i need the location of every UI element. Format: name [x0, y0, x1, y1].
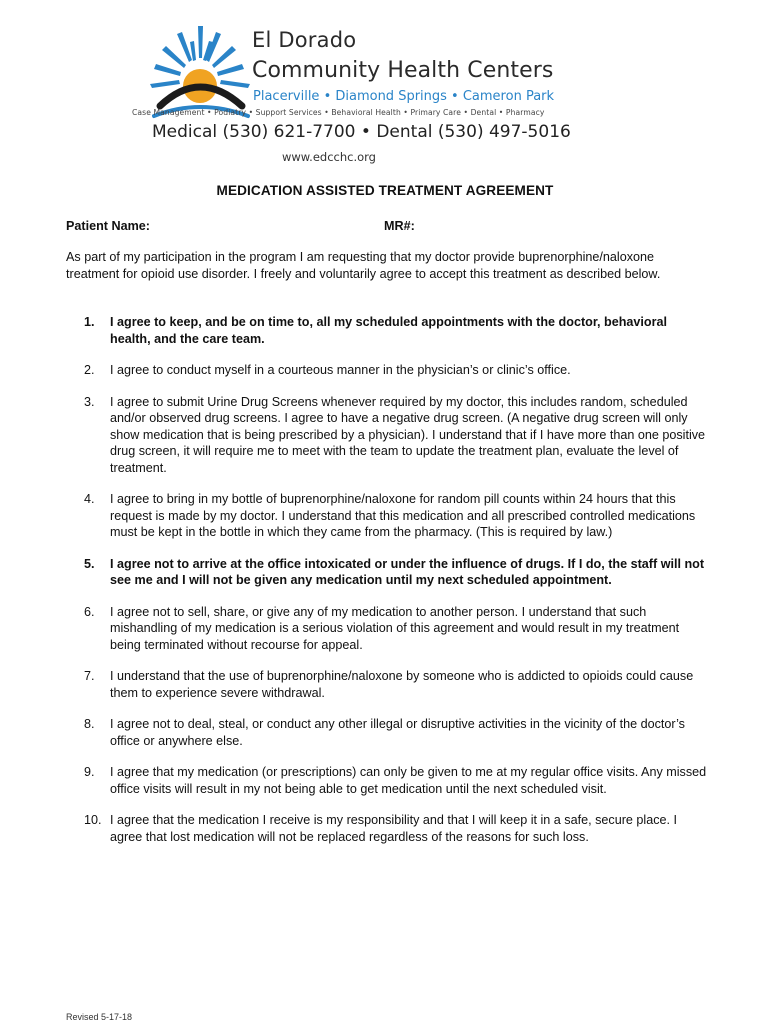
list-item — [66, 716, 708, 749]
agreement-terms-list — [66, 314, 708, 845]
org-locations: Placerville • Diamond Springs • Cameron Park — [253, 89, 555, 104]
item-text: I agree to submit Urine Drug Screens whenever required by my doctor, this includes random, scheduled and/or observed drug screens. I agree to have a negative drug screen. (A negative drug screen will only show medication that is being prescribed by a physician). I understand that if I have more than one positive drug screen, it will require me to meet with the team to update the treatment plan, evaluate the level of treatment. — [110, 394, 706, 475]
list-item — [66, 394, 708, 477]
item-text: I agree not to deal, steal, or conduct any other illegal or disruptive activities in the vicinity of the doctor’s office or anywhere else. — [110, 717, 685, 748]
list-item — [66, 556, 708, 589]
item-text: I agree not to sell, share, or give any of my medication to another person. I understand that such mishandling of my medication is a serious violation of this agreement and would result in my treatment being terminated without recourse for appeal. — [110, 604, 680, 652]
intro-paragraph: As part of my participation in the program I am requesting that my doctor provide buprenorphine/naloxone treatment for opioid use disorder. I freely and voluntarily agree to accept this treatment as described below. — [66, 250, 661, 281]
sun-logo-icon — [146, 24, 256, 119]
item-number: 1. — [84, 315, 95, 329]
list-item — [66, 491, 708, 541]
item-text: I agree to bring in my bottle of buprenorphine/naloxone for random pill counts within 24 hours that this request is made by my doctor. I understand that this medication and all prescribed controlled medications must be kept in the bottle in which they came from the pharmacy. (This is required by law.) — [110, 492, 696, 539]
revision-footer: Revised 5-17-18 — [66, 1012, 133, 1022]
item-number: 2. — [84, 363, 95, 377]
list-item — [66, 604, 708, 654]
org-name-line1: El Dorado — [252, 28, 357, 52]
item-number: 10. — [84, 813, 102, 827]
item-number: 3. — [84, 394, 95, 409]
item-number: 4. — [84, 492, 95, 506]
item-number: 9. — [84, 765, 95, 779]
org-website: www.edcchc.org — [282, 150, 376, 164]
item-number: 6. — [84, 604, 95, 619]
list-item — [66, 314, 708, 347]
list-item — [66, 812, 708, 845]
item-number: 8. — [84, 717, 95, 731]
item-number: 5. — [84, 556, 95, 571]
item-text: I agree not to arrive at the office intoxicated or under the influence of drugs. If I do, the staff will not see me and I will not be given any medication until my next scheduled appointment. — [110, 556, 705, 587]
list-item — [66, 764, 708, 797]
list-item — [66, 668, 708, 701]
item-text: I agree that the medication I receive is my responsibility and that I will keep it in a safe, secure place. I agree that lost medication will not be replaced regardless of the reasons for such loss. — [110, 813, 678, 844]
org-services: Case Management • Podiatry • Support Services • Behavioral Health • Primary Care • Dental • Pharmacy — [132, 108, 545, 117]
item-text: I agree that my medication (or prescriptions) can only be given to me at my regular office visits. Any missed office visits will result in my not being able to get medication until the next scheduled visit. — [110, 765, 707, 796]
patient-name-label: Patient Name: — [66, 219, 150, 233]
mr-number-label: MR#: — [384, 219, 415, 233]
org-name-line2: Community Health Centers — [252, 58, 554, 83]
list-item — [66, 362, 708, 379]
item-number: 7. — [84, 669, 95, 683]
item-text: I agree to keep, and be on time to, all my scheduled appointments with the doctor, behavioral health, and the care team. — [110, 315, 668, 346]
item-text: I agree to conduct myself in a courteous manner in the physician’s or clinic’s office. — [110, 363, 571, 377]
letterhead — [130, 22, 571, 172]
document-title: MEDICATION ASSISTED TREATMENT AGREEMENT — [216, 183, 554, 198]
org-phones: Medical (530) 621-7700 • Dental (530) 497-5016 — [152, 122, 571, 142]
item-text: I understand that the use of buprenorphine/naloxone by someone who is addicted to opioids could cause them to experience severe withdrawal. — [110, 669, 694, 700]
